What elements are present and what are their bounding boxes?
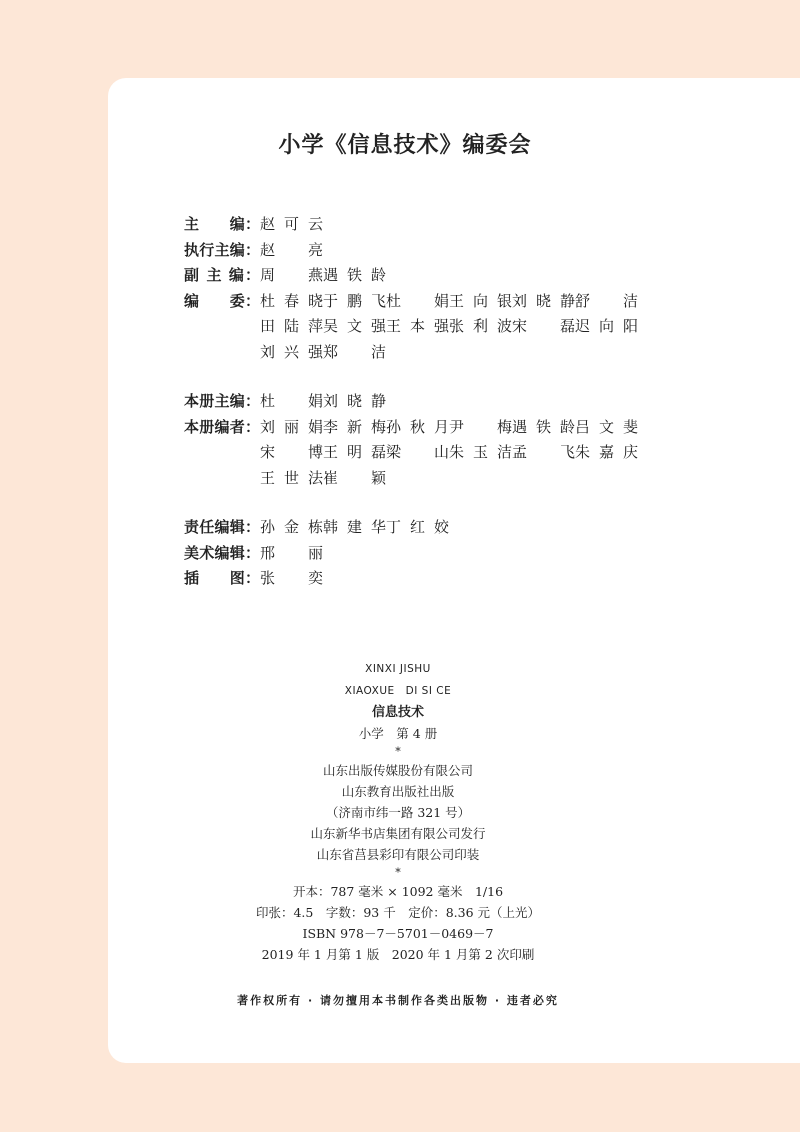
person-name: 朱嘉庆 [575,443,638,461]
person-name: 邢 丽 [260,543,323,562]
edition-line: 2019 年 1 月第 1 版 2020 年 1 月第 2 次印刷 [261,947,535,962]
credit-role: 责任编辑： [184,518,260,536]
credit-role: 主 编： [184,215,260,233]
credit-row [184,263,640,289]
credit-role: 执行主编： [184,240,260,259]
person-name: 宋 博 [260,443,323,461]
credit-names [260,289,640,366]
person-name: 王本强 [386,317,449,335]
credit-names [260,541,640,567]
copyright-notice: 著作权所有 · 请勿擅用本书制作各类出版物 · 违者必究 [237,994,559,1007]
credit-role: 插 图： [184,569,260,587]
person-name: 遇铁龄 [323,266,386,284]
publisher-address: （济南市纬一路 321 号） [325,805,471,820]
book-title: 信息技术 [371,705,424,720]
isbn-line: ISBN 978－7－5701－0469－7 [302,926,494,941]
separator-star: * [395,745,401,758]
credit-row [184,238,640,264]
separator-star: * [395,866,401,879]
person-name: 孙秋月 [386,417,449,436]
credit-names [260,566,640,592]
format-line: 开本：787 毫米 × 1092 毫米 1/16 [292,884,504,899]
person-name: 朱玉洁 [449,443,512,461]
staff-group [184,515,640,592]
credit-names [260,212,640,238]
person-name: 吕文斐 [575,417,638,436]
page-title: 小学《信息技术》编委会 [278,133,532,158]
person-name: 吴文强 [323,317,386,335]
grade-line: 小学 第 4 册 [358,726,438,741]
credit-row [184,212,640,238]
credit-row [184,389,640,415]
credit-row [184,566,640,592]
person-name: 周 燕 [260,266,323,284]
credit-names [260,238,640,264]
distributor: 山东新华书店集团有限公司发行 [310,826,486,841]
person-name: 舒 洁 [575,291,638,310]
person-name: 王明磊 [323,443,386,461]
printer: 山东省莒县彩印有限公司印装 [316,847,480,862]
person-name: 孟 飞 [512,443,575,461]
person-name: 郑 洁 [323,342,386,361]
credits-block [184,212,640,592]
cip-block [108,658,688,965]
person-name: 张利波 [449,317,512,335]
person-name: 杜 娟 [386,291,449,310]
person-name: 王向银 [449,291,512,310]
credit-role: 本册主编： [184,392,260,410]
credit-role: 副 主 编： [184,266,260,284]
committee-group [184,212,640,365]
credit-row [184,515,640,541]
credit-row [184,415,640,492]
credit-row [184,289,640,366]
specs-line: 印张：4.5 字数：93 千 定价：8.36 元（上光） [255,905,541,920]
credit-role: 美术编辑： [184,543,260,562]
person-name: 迟向阳 [575,317,638,335]
pinyin-line: XIAOXUE DI SI CE [344,685,452,697]
credit-names [260,515,640,541]
person-name: 崔 颖 [323,468,386,487]
person-name: 刘兴强 [260,342,323,361]
person-name: 赵 亮 [260,240,323,259]
person-name: 李新梅 [323,417,386,436]
person-name: 韩建华 [323,518,386,536]
person-name: 遇铁龄 [512,417,575,436]
person-name: 丁红姣 [386,518,449,536]
person-name: 宋 磊 [512,317,575,335]
credit-role: 编 委： [184,291,260,310]
person-name: 刘晓静 [323,392,386,410]
pinyin-line: XINXI JISHU [365,663,431,675]
credit-names [260,263,640,289]
person-name: 尹 梅 [449,417,512,436]
person-name: 王世法 [260,468,323,487]
person-name: 刘晓静 [512,291,575,310]
spacer [184,491,640,515]
credit-role: 本册编者： [184,417,260,436]
person-name: 杜春晓 [260,291,323,310]
person-name: 于鹏飞 [323,291,386,310]
person-name: 刘丽娟 [260,417,323,436]
person-name: 赵可云 [260,215,323,233]
credit-names [260,415,640,492]
person-name: 田陆萍 [260,317,323,335]
publisher-group: 山东出版传媒股份有限公司 [322,763,473,778]
credit-names [260,389,640,415]
person-name: 梁 山 [386,443,449,461]
person-name: 张 奕 [260,569,323,587]
volume-group [184,389,640,491]
person-name: 孙金栋 [260,518,323,536]
publisher: 山东教育出版社出版 [341,784,455,799]
spacer [184,365,640,389]
credit-row [184,541,640,567]
person-name: 杜 娟 [260,392,323,410]
